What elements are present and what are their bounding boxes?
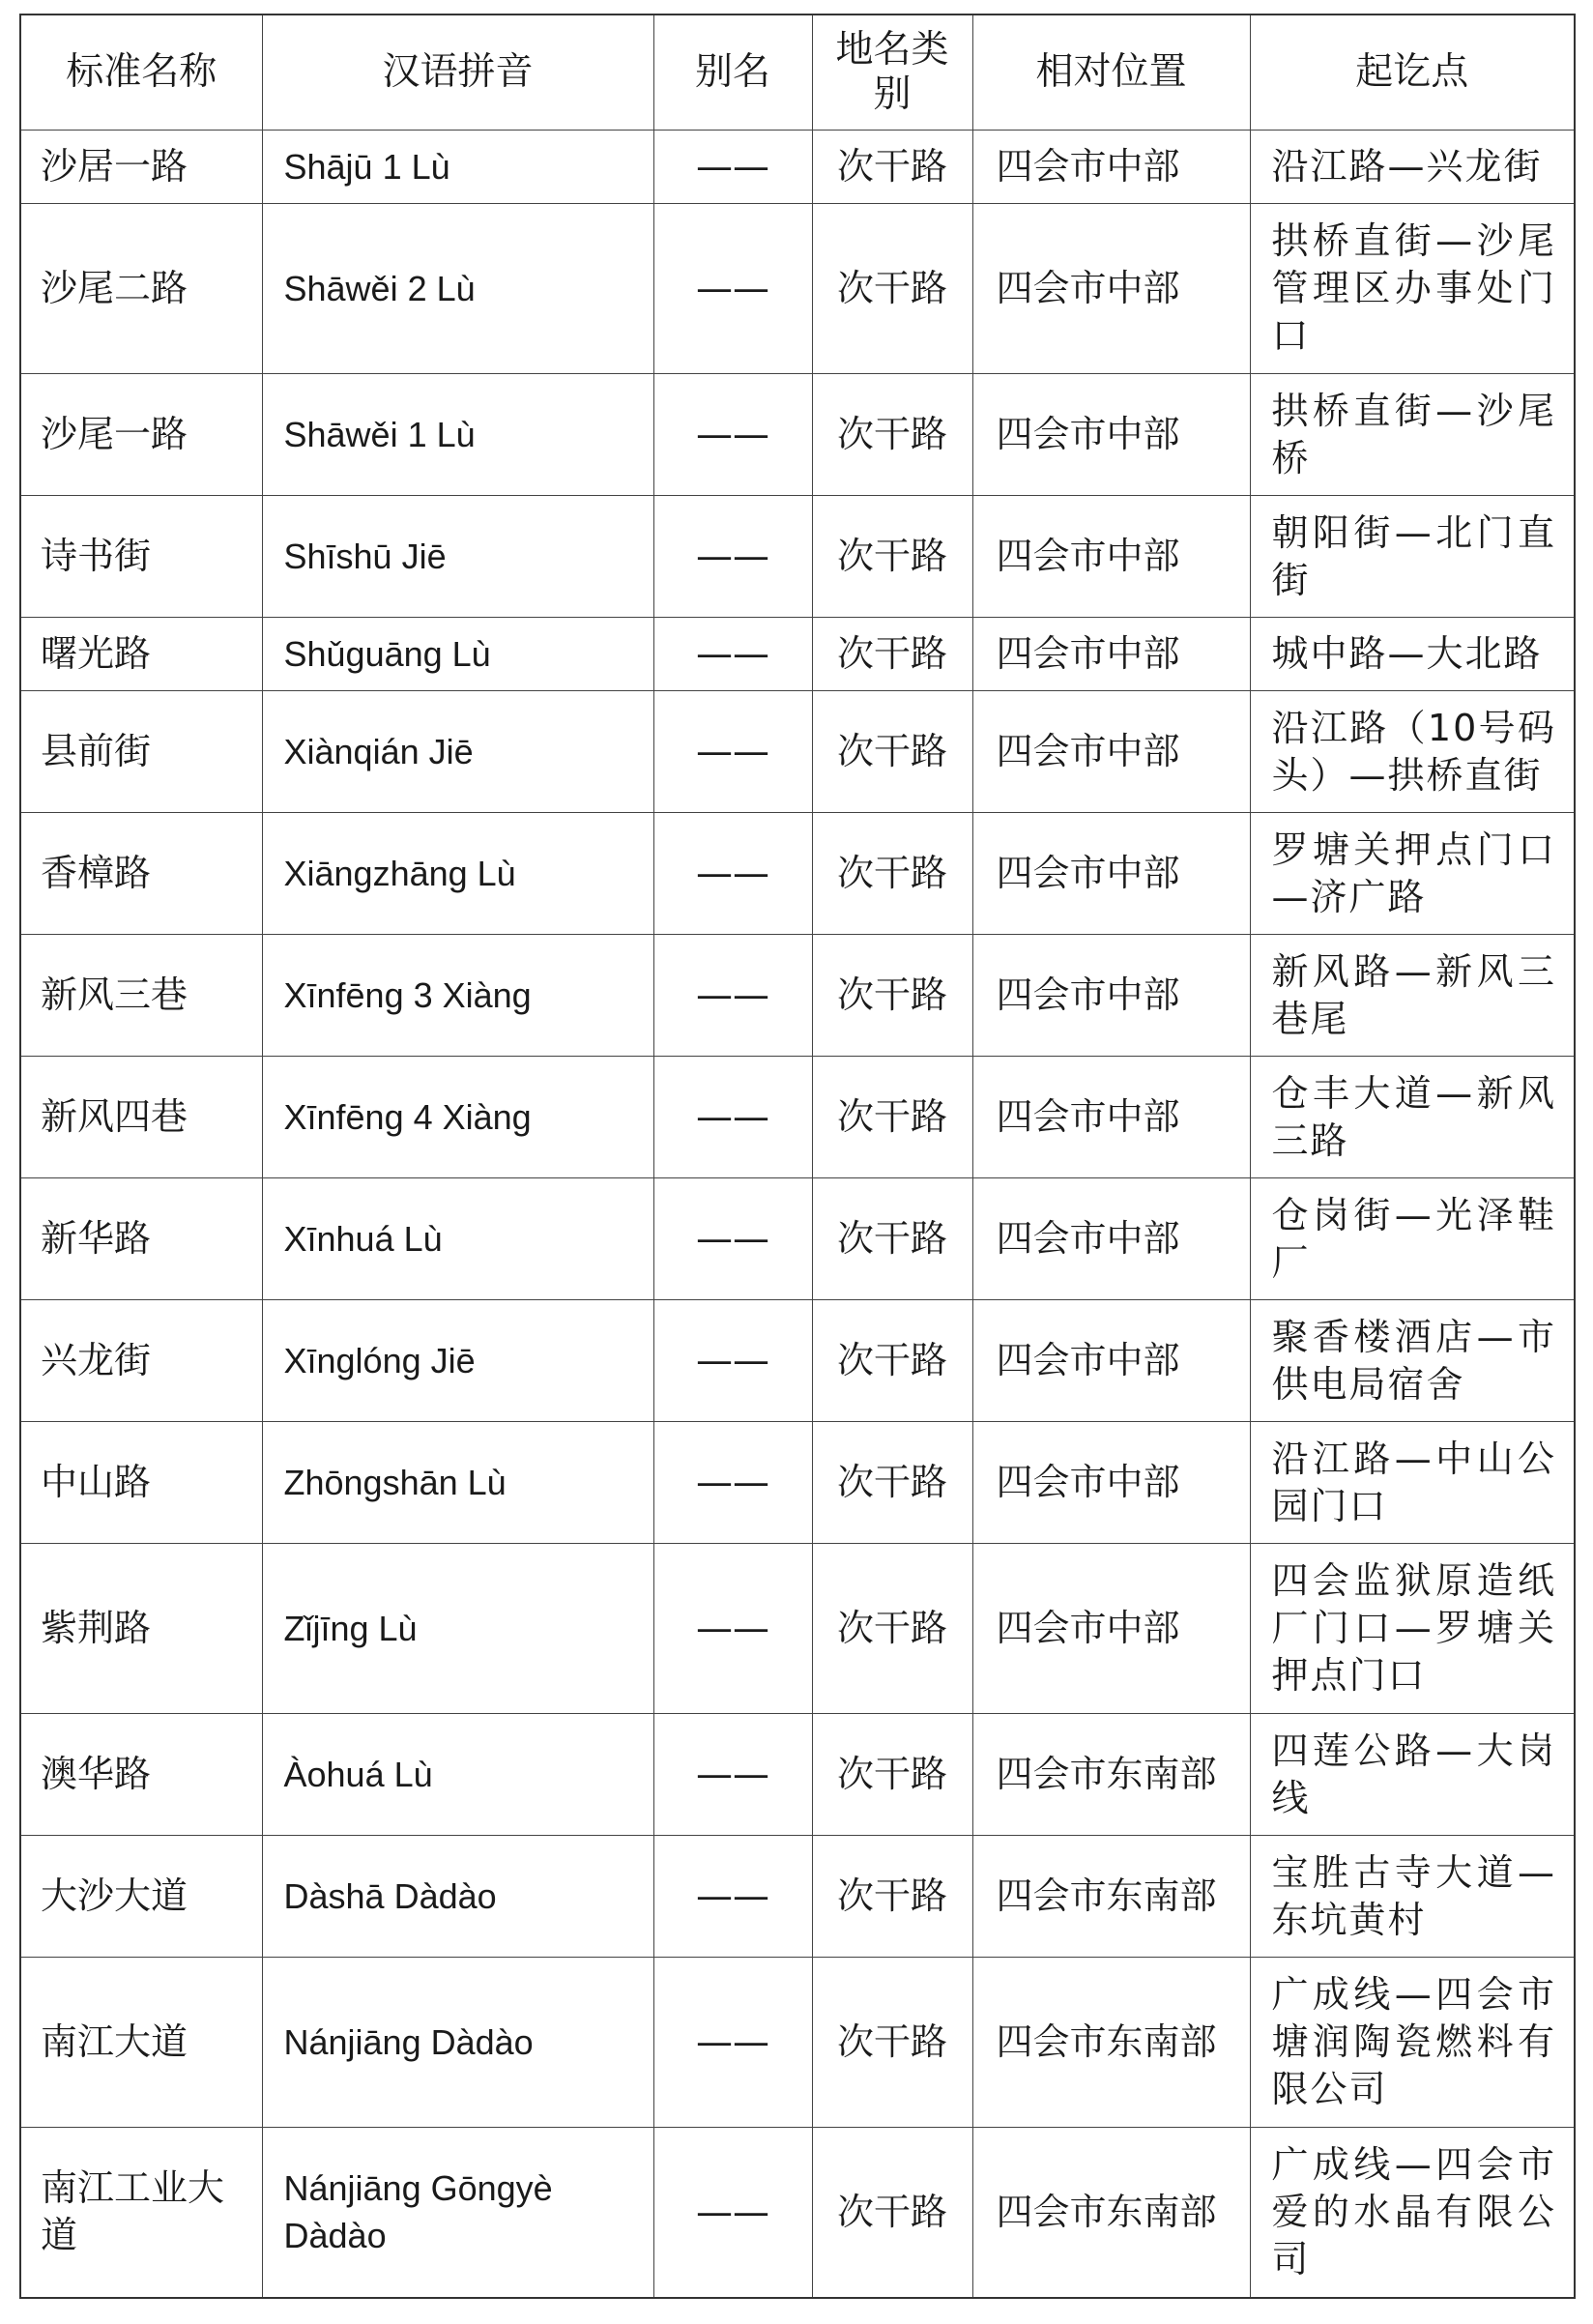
standard-name-cell: 中山路	[20, 1422, 262, 1544]
standard-name-cell: 南江大道	[20, 1958, 262, 2128]
standard-name-cell: 沙尾二路	[20, 204, 262, 374]
standard-name-cell: 新风四巷	[20, 1057, 262, 1178]
alias-cell: ——	[653, 1422, 812, 1544]
relative-position-cell: 四会市中部	[972, 374, 1250, 496]
place-type-cell: 次干路	[812, 935, 972, 1057]
table-header	[20, 15, 1575, 131]
standard-name-cell: 沙居一路	[20, 131, 262, 204]
start-end-cell: 罗塘关押点门口—济广路	[1250, 813, 1575, 935]
alias-cell: ——	[653, 2128, 812, 2298]
place-type-cell: 次干路	[812, 204, 972, 374]
start-end-cell: 四会监狱原造纸厂门口—罗塘关押点门口	[1250, 1544, 1575, 1714]
alias-cell: ——	[653, 1300, 812, 1422]
start-end-cell: 广成线—四会市塘润陶瓷燃料有限公司	[1250, 1958, 1575, 2128]
pinyin-cell: Xīnfēng 3 Xiàng	[262, 935, 653, 1057]
place-type-cell: 次干路	[812, 1714, 972, 1836]
pinyin-cell: Xiànqián Jiē	[262, 691, 653, 813]
standard-name-cell: 县前街	[20, 691, 262, 813]
standard-name-cell: 沙尾一路	[20, 374, 262, 496]
alias-cell: ——	[653, 691, 812, 813]
table-row	[20, 1958, 1575, 2128]
start-end-cell: 城中路—大北路	[1250, 618, 1575, 691]
pinyin-cell: Zǐjīng Lù	[262, 1544, 653, 1714]
relative-position-cell: 四会市中部	[972, 1178, 1250, 1300]
start-end-cell: 沿江路—兴龙街	[1250, 131, 1575, 204]
pinyin-cell: Shǔguāng Lù	[262, 618, 653, 691]
place-type-cell: 次干路	[812, 2128, 972, 2298]
standard-name-cell: 南江工业大道	[20, 2128, 262, 2298]
place-type-cell: 次干路	[812, 1836, 972, 1958]
start-end-cell: 宝胜古寺大道—东坑黄村	[1250, 1836, 1575, 1958]
pinyin-cell: Xīnglóng Jiē	[262, 1300, 653, 1422]
alias-cell: ——	[653, 1178, 812, 1300]
table-row	[20, 374, 1575, 496]
alias-cell: ——	[653, 374, 812, 496]
header-relative-position: 相对位置	[972, 15, 1250, 131]
relative-position-cell: 四会市中部	[972, 1544, 1250, 1714]
header-alias: 别名	[653, 15, 812, 131]
relative-position-cell: 四会市中部	[972, 1422, 1250, 1544]
place-type-cell: 次干路	[812, 1300, 972, 1422]
header-place-type: 地名类别	[812, 15, 972, 131]
relative-position-cell: 四会市中部	[972, 691, 1250, 813]
relative-position-cell: 四会市中部	[972, 204, 1250, 374]
table-row	[20, 496, 1575, 618]
standard-name-cell: 新风三巷	[20, 935, 262, 1057]
standard-name-cell: 香樟路	[20, 813, 262, 935]
alias-cell: ——	[653, 618, 812, 691]
relative-position-cell: 四会市中部	[972, 935, 1250, 1057]
header-standard-name: 标准名称	[20, 15, 262, 131]
place-type-cell: 次干路	[812, 1544, 972, 1714]
alias-cell: ——	[653, 1544, 812, 1714]
alias-cell: ——	[653, 1958, 812, 2128]
pinyin-cell: Dàshā Dàdào	[262, 1836, 653, 1958]
start-end-cell: 朝阳街—北门直街	[1250, 496, 1575, 618]
start-end-cell: 四莲公路—大岗线	[1250, 1714, 1575, 1836]
alias-cell: ——	[653, 935, 812, 1057]
table-row	[20, 813, 1575, 935]
table-body	[20, 131, 1575, 2298]
table-row	[20, 935, 1575, 1057]
pinyin-cell: Xīnfēng 4 Xiàng	[262, 1057, 653, 1178]
header-start-end: 起讫点	[1250, 15, 1575, 131]
standard-name-cell: 紫荆路	[20, 1544, 262, 1714]
place-type-cell: 次干路	[812, 813, 972, 935]
start-end-cell: 仓丰大道—新风三路	[1250, 1057, 1575, 1178]
place-type-cell: 次干路	[812, 1057, 972, 1178]
relative-position-cell: 四会市中部	[972, 618, 1250, 691]
alias-cell: ——	[653, 496, 812, 618]
table-row	[20, 2128, 1575, 2298]
table-row	[20, 691, 1575, 813]
place-type-cell: 次干路	[812, 691, 972, 813]
relative-position-cell: 四会市中部	[972, 1300, 1250, 1422]
place-type-cell: 次干路	[812, 1958, 972, 2128]
table-row	[20, 1422, 1575, 1544]
table-row	[20, 1544, 1575, 1714]
alias-cell: ——	[653, 1057, 812, 1178]
standard-name-cell: 澳华路	[20, 1714, 262, 1836]
header-row	[20, 15, 1575, 131]
place-type-cell: 次干路	[812, 374, 972, 496]
start-end-cell: 广成线—四会市爱的水晶有限公司	[1250, 2128, 1575, 2298]
pinyin-cell: Nánjiāng Gōngyè Dàdào	[262, 2128, 653, 2298]
place-type-cell: 次干路	[812, 1422, 972, 1544]
place-name-table-page	[19, 14, 1574, 2299]
start-end-cell: 聚香楼酒店—市供电局宿舍	[1250, 1300, 1575, 1422]
standard-name-cell: 大沙大道	[20, 1836, 262, 1958]
start-end-cell: 沿江路（10号码头）—拱桥直街	[1250, 691, 1575, 813]
place-type-cell: 次干路	[812, 496, 972, 618]
start-end-cell: 拱桥直街—沙尾管理区办事处门口	[1250, 204, 1575, 374]
table-row	[20, 618, 1575, 691]
start-end-cell: 拱桥直街—沙尾桥	[1250, 374, 1575, 496]
table-row	[20, 131, 1575, 204]
standard-name-cell: 诗书街	[20, 496, 262, 618]
header-pinyin: 汉语拼音	[262, 15, 653, 131]
pinyin-cell: Shājū 1 Lù	[262, 131, 653, 204]
start-end-cell: 新风路—新风三巷尾	[1250, 935, 1575, 1057]
table-row	[20, 1714, 1575, 1836]
pinyin-cell: Shāwěi 2 Lù	[262, 204, 653, 374]
table-row	[20, 1057, 1575, 1178]
alias-cell: ——	[653, 1836, 812, 1958]
table-row	[20, 1836, 1575, 1958]
table-row	[20, 204, 1575, 374]
relative-position-cell: 四会市中部	[972, 496, 1250, 618]
pinyin-cell: Nánjiāng Dàdào	[262, 1958, 653, 2128]
relative-position-cell: 四会市东南部	[972, 1714, 1250, 1836]
alias-cell: ——	[653, 813, 812, 935]
place-type-cell: 次干路	[812, 1178, 972, 1300]
relative-position-cell: 四会市中部	[972, 131, 1250, 204]
alias-cell: ——	[653, 204, 812, 374]
start-end-cell: 仓岗街—光泽鞋厂	[1250, 1178, 1575, 1300]
relative-position-cell: 四会市东南部	[972, 1958, 1250, 2128]
standard-name-cell: 曙光路	[20, 618, 262, 691]
place-name-table	[19, 14, 1576, 2299]
relative-position-cell: 四会市中部	[972, 1057, 1250, 1178]
relative-position-cell: 四会市东南部	[972, 1836, 1250, 1958]
pinyin-cell: Shāwěi 1 Lù	[262, 374, 653, 496]
pinyin-cell: Xiāngzhāng Lù	[262, 813, 653, 935]
table-row	[20, 1300, 1575, 1422]
standard-name-cell: 新华路	[20, 1178, 262, 1300]
pinyin-cell: Shīshū Jiē	[262, 496, 653, 618]
alias-cell: ——	[653, 1714, 812, 1836]
pinyin-cell: Zhōngshān Lù	[262, 1422, 653, 1544]
start-end-cell: 沿江路—中山公园门口	[1250, 1422, 1575, 1544]
relative-position-cell: 四会市中部	[972, 813, 1250, 935]
table-row	[20, 1178, 1575, 1300]
relative-position-cell: 四会市东南部	[972, 2128, 1250, 2298]
place-type-cell: 次干路	[812, 618, 972, 691]
pinyin-cell: Àohuá Lù	[262, 1714, 653, 1836]
place-type-cell: 次干路	[812, 131, 972, 204]
standard-name-cell: 兴龙街	[20, 1300, 262, 1422]
pinyin-cell: Xīnhuá Lù	[262, 1178, 653, 1300]
alias-cell: ——	[653, 131, 812, 204]
